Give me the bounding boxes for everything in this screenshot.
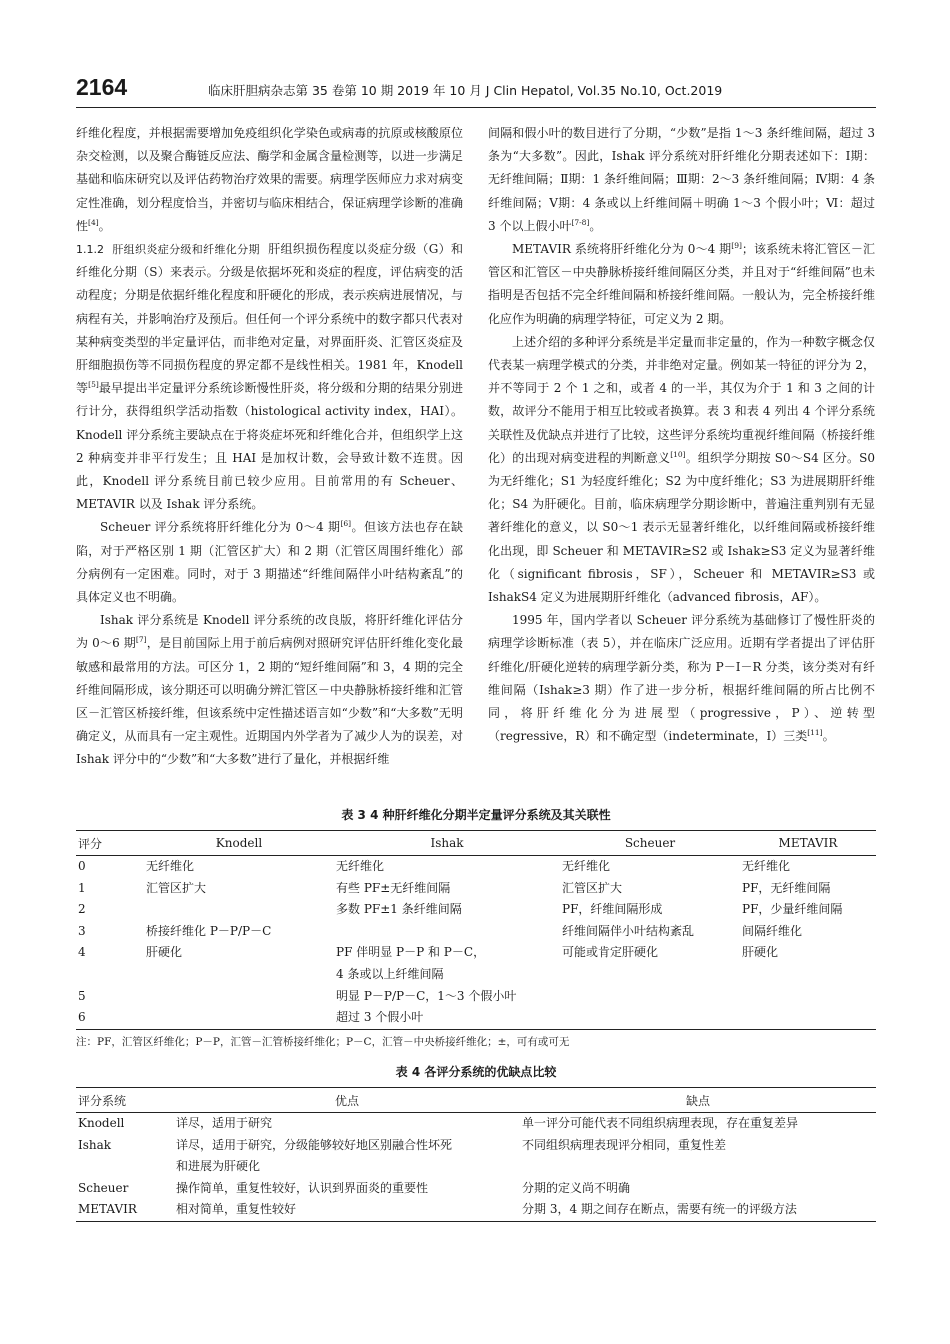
table-cell: PF 伴明显 P－P 和 P－C，	[336, 945, 486, 960]
paragraph: Ishak 评分系统是 Knodell 评分系统的改良版，将肝纤维化评估分为 0～6 期[7]，是目前国际上用于前后病例对照研究评估肝纤维化变化最敏感和最常用的方法。可区分 1，2 期的“短纤维间隔”和 3，4 期的完全纤维间隔形成，该分期还可以明确分辨汇管区－中央静脉桥接纤维和汇管区－汇管区桥接纤维，但该系统中定性描述语言如“少数”和“大多数”无明确定义，从而具有一定主观性。近期国内外学者为了减少人为的误差，对 Ishak 评分中的“少数”和“大多数”进行了量化，并根据纤维	[76, 613, 463, 767]
table-cell: PF，纤维间隔形成	[562, 902, 663, 917]
table-header: Knodell	[144, 831, 334, 856]
citation[interactable]: [7]	[135, 635, 147, 645]
table-cell	[144, 986, 334, 1008]
table-cell: 可能或肯定肝硬化	[562, 945, 659, 960]
table-header: Ishak	[334, 831, 560, 856]
table-cell: 超过 3 个假小叶	[334, 1007, 560, 1029]
table-row	[76, 1156, 876, 1178]
table-cell: 纤维间隔伴小叶结构紊乱	[562, 923, 695, 938]
table-cell: Scheuer	[78, 1180, 129, 1195]
table4	[76, 1087, 876, 1222]
table-row	[76, 1135, 876, 1157]
citation[interactable]: [6]	[340, 519, 352, 529]
table-cell	[560, 1007, 740, 1029]
page-number: 2164	[76, 74, 128, 100]
table-cell: 多数 PF±1 条纤维间隔	[336, 902, 462, 917]
citation[interactable]: [11]	[807, 728, 823, 738]
table-header: Scheuer	[560, 831, 740, 856]
table3	[76, 830, 876, 1030]
table-cell	[520, 1156, 876, 1178]
table-cell: 2	[78, 902, 86, 917]
table-cell: 肝硬化	[146, 945, 183, 960]
table-cell	[76, 964, 144, 986]
table-header: 缺点	[520, 1088, 876, 1113]
table-cell: 间隔纤维化	[742, 923, 803, 938]
table-cell: 3	[78, 923, 86, 938]
table-row	[76, 878, 876, 900]
citation[interactable]: [4]	[88, 217, 99, 227]
table-cell: 肝硬化	[742, 945, 779, 960]
table-cell: 无纤维化	[742, 859, 791, 873]
table-cell: Knodell	[78, 1116, 125, 1130]
table-cell	[740, 986, 876, 1008]
table-cell	[334, 921, 560, 943]
table-row	[76, 1178, 876, 1200]
table-cell: 1	[78, 880, 86, 895]
paragraph: 纤维化程度，并根据需要增加免疫组织化学染色或病毒的抗原或核酸原位杂交检测，以及聚合酶链反应法、酶学和金属含量检测等，以进一步满足基础和临床研究以及评估药物治疗效果的需要。病理学医师应力求对病变定性准确，划分程度恰当，并密切与临床相结合，保证病理学诊断的准确性[4]。	[76, 126, 463, 233]
paragraph: 1995 年，国内学者以 Scheuer 评分系统为基础修订了慢性肝炎的病理学诊断标准（表 5），并在临床广泛应用。近期有学者提出了评估肝纤维化/肝硬化逆转的病理学新分类，称为 P－I－R 分类，该分类对有纤维间隔（Ishak≥3 期）作了进一步分析，根据纤维间隔的所占比例不同，将肝纤维化分为进展型（progressive，P）、逆转型（regressive，R）和不确定型（indeterminate，I）三类[11]。	[488, 613, 875, 744]
table-cell: Ishak	[78, 1137, 112, 1152]
table-header: 评分	[76, 831, 144, 856]
table-cell: 和进展为肝硬化	[176, 1159, 261, 1174]
table-cell: 0	[78, 859, 86, 873]
table-cell: 单一评分可能代表不同组织病理表现，存在重复差异	[522, 1116, 799, 1130]
citation[interactable]: [9]	[731, 241, 742, 251]
table4-caption: 表 4 各评分系统的优缺点比较	[395, 1065, 557, 1079]
table-cell: 4	[78, 945, 86, 960]
table-cell: 不同组织病理表现评分相同，重复性差	[522, 1137, 727, 1152]
table-cell: 详尽，适用于研究	[176, 1116, 273, 1130]
table-header: 评分系统	[76, 1088, 174, 1113]
table-row	[76, 856, 876, 878]
header-rule	[76, 107, 876, 108]
table3-caption: 表 3 4 种肝纤维化分期半定量评分系统及其关联性	[341, 808, 611, 822]
table-row	[76, 1199, 876, 1221]
table-cell: METAVIR	[76, 1199, 174, 1221]
page-header	[76, 74, 876, 106]
citation[interactable]: [5]	[88, 380, 99, 390]
table-cell: 分期 3，4 期之间存在断点，需要有统一的评级方法	[520, 1199, 876, 1221]
paragraph: 上述介绍的多种评分系统是半定量而非定量的，作为一种数字概念仅代表某一病理学模式的分类，并非绝对定量。例如某一特征的评分为 2，并不等同于 2 个 1 之和，或者 4 的一半，其仅为介于 1 和 3 之间的计数，故评分不能用于相互比较或者换算。表 3 和表 4 列出 4 个评分系统关联性及优缺点并进行了比较，这些评分系统均重视纤维间隔（桥接纤维化）的出现对病变进程的判断意义[10]。组织学分期按 S0～S4 区分。S0 为无纤维化；S1 为轻度纤维化；S2 为中度纤维化；S3 为进展期肝纤维化；S4 为肝硬化。目前，临床病理学分期诊断中，普遍注重判别有无显著纤维化的意义，以 S0～1 表示无显著纤维化，以纤维间隔或桥接纤维化出现，即 Scheuer 和 METAVIR≥S2 或 Ishak≥S3 定义为显著纤维化（significant fibrosis，SF），Scheuer 和 METAVIR≥S3 或 IshakS4 定义为进展期肝纤维化（advanced fibrosis，AF）。	[488, 334, 875, 605]
table-row	[76, 899, 876, 921]
section-title: 肝组织炎症分级和纤维化分期	[112, 243, 260, 257]
table-cell: 6	[76, 1007, 144, 1029]
left-column	[76, 122, 463, 772]
table-header: METAVIR	[740, 831, 876, 856]
right-column	[488, 122, 875, 748]
table-cell: 无纤维化	[336, 859, 385, 873]
journal-title: 临床肝胆病杂志第 35 卷第 10 期 2019 年 10 月 J Clin Hepatol, Vol.35 No.10, Oct.2019	[208, 83, 723, 98]
table-cell	[740, 1007, 876, 1029]
table-cell: 汇管区扩大	[146, 880, 207, 895]
table-cell	[560, 986, 740, 1008]
table-cell	[144, 964, 334, 986]
paragraph: METAVIR 系统将肝纤维化分为 0～4 期[9]；该系统未将汇管区－汇管区和汇管区－中央静脉桥接纤维间隔区分类，并且对于“纤维间隔”也未指明是否包括不完全纤维间隔和桥接纤维间隔。一般认为，完全桥接纤维化应作为明确的病理学特征，可定义为 2 期。	[488, 241, 875, 326]
table-cell	[560, 964, 740, 986]
table-cell	[144, 1007, 334, 1029]
table-row	[76, 986, 876, 1008]
table-row	[76, 942, 876, 964]
table3-note: 注：PF，汇管区纤维化；P－P，汇管－汇管桥接纤维化；P－C，汇管－中央桥接纤维化；±，可有或可无	[76, 1036, 570, 1048]
table-cell: 4 条或以上纤维间隔	[336, 966, 444, 981]
table-cell: 桥接纤维化 P－P/P－C	[146, 923, 272, 938]
table-row	[76, 1113, 876, 1135]
table-cell: PF，少量纤维间隔	[742, 902, 843, 917]
table-cell	[740, 964, 876, 986]
table-cell	[76, 1156, 174, 1178]
table-cell: 相对简单，重复性较好	[174, 1199, 520, 1221]
citation[interactable]: [7-8]	[571, 217, 590, 227]
paragraph: 1.1.2 肝组织炎症分级和纤维化分期 肝组织损伤程度以炎症分级（G）和纤维化分期（S）来表示。分级是依据坏死和炎症的程度，评估病变的活动程度；分期是依据纤维化程度和肝硬化的形成，表示疾病进展情况，与病程有关，并影响治疗及预后。但任何一个评分系统中的数字都只代表对某种病变类型的半定量评估，而非绝对定量，对界面肝炎、汇管区炎症及肝细胞损伤等不同损伤程度的界定都不是线性相关。1981 年，Knodell 等[5]最早提出半定量评分系统诊断慢性肝炎，将分级和分期的结果分别进行计分，获得组织学活动指数（histological activity index，HAI）。Knodell 评分系统主要缺点在于将炎症坏死和纤维化合并，但组织学上这 2 种病变并非平行发生；且 HAI 是加权计数，会导致计数不连贯。因此，Knodell 评分系统目前已较少应用。目前常用的有 Scheuer、METAVIR 以及 Ishak 评分系统。	[76, 242, 463, 512]
table-row	[76, 921, 876, 943]
table-cell: 无纤维化	[146, 859, 195, 873]
table-cell: PF，无纤维间隔	[742, 880, 831, 895]
paragraph: Scheuer 评分系统将肝纤维化分为 0～4 期[6]。但该方法也存在缺陷，对于严格区别 1 期（汇管区扩大）和 2 期（汇管区周围纤维化）部分病例有一定困难。同时，对于 3 期描述“纤维间隔伴小叶结构紊乱”的具体定义也不明确。	[76, 519, 463, 605]
table-cell: 无纤维化	[562, 859, 611, 873]
table-cell: 汇管区扩大	[562, 880, 623, 895]
table-cell: 明显 P－P/P－C，1～3 个假小叶	[336, 988, 517, 1003]
section-number: 1.1.2	[76, 243, 104, 257]
table-cell: 操作简单，重复性较好，认识到界面炎的重要性	[176, 1180, 429, 1195]
citation[interactable]: [10]	[670, 449, 686, 459]
table-cell	[144, 899, 334, 921]
table-cell: 分期的定义尚不明确	[522, 1180, 631, 1195]
table-row	[76, 964, 876, 986]
table-cell: 有些 PF±无纤维间隔	[336, 880, 451, 895]
table-row	[76, 1007, 876, 1029]
paragraph: 间隔和假小叶的数目进行了分期，“少数”是指 1～3 条纤维间隔，超过 3 条为“大多数”。因此，Ishak 评分系统对肝纤维化分期表述如下：Ⅰ期：无纤维间隔；Ⅱ期：1 条纤维间隔；Ⅲ期：2～3 条纤维间隔；Ⅳ期：4 条纤维间隔；Ⅴ期：4 条或以上纤维间隔＋明确 1～3 个假小叶；Ⅵ：超过 3 个以上假小叶[7-8]。	[488, 126, 875, 233]
table-cell: 详尽，适用于研究，分级能够较好地区别融合性坏死	[176, 1137, 453, 1152]
table-cell: 5	[78, 988, 86, 1003]
table-header: 优点	[174, 1088, 520, 1113]
